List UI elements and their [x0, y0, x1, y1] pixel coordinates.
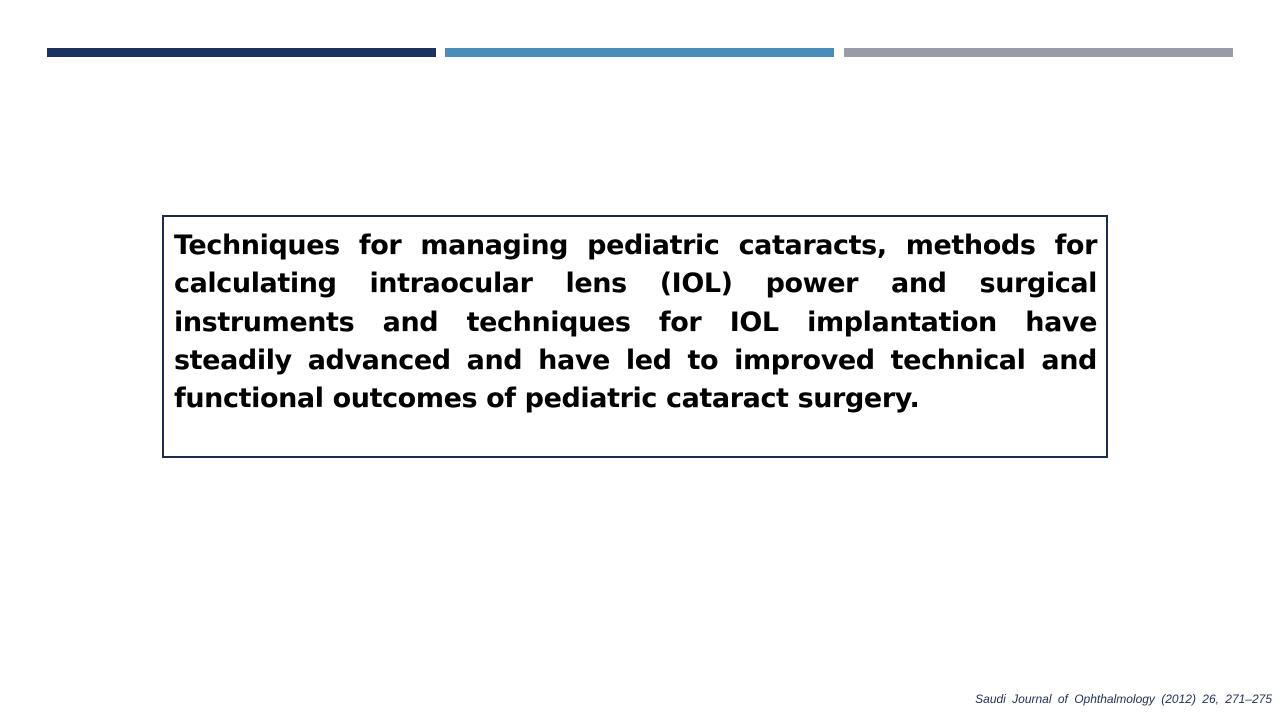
accent-bar-dark-blue	[47, 48, 436, 57]
body-text: Techniques for managing pediatric cataracts, methods for calculating intraocular lens (IOL) power and surgical instruments and techniques for IOL implantation have steadily advanced and have led to improved technical and functional outcomes of pediatric cataract surgery.	[174, 230, 1097, 415]
body-text-box	[162, 215, 1108, 458]
accent-bar-gray	[844, 48, 1233, 57]
citation: Saudi Journal of Ophthalmology (2012) 26, 271–275	[975, 692, 1272, 706]
accent-bar-light-blue	[445, 48, 834, 57]
